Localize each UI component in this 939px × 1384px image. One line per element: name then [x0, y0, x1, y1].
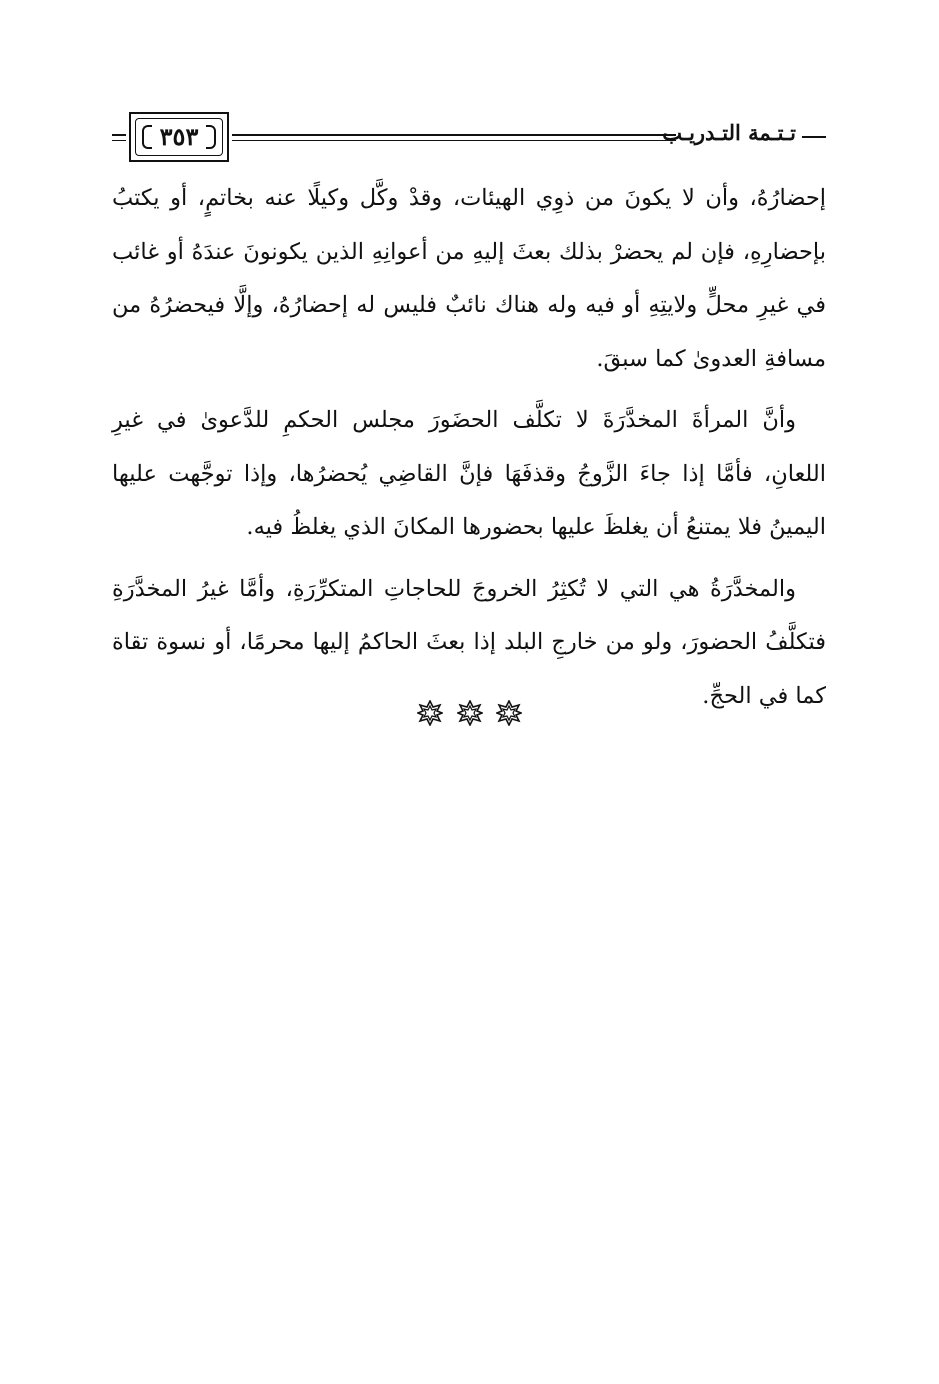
- paragraph-1: إحضارُهُ، وأن لا يكونَ من ذوِي الهيئات، وقدْ وكَّل وكيلًا عنه بخاتمٍ، أو يكتبُ بإحضارِهِ، فإن لم يحضرْ بذلك بعثَ إليهِ من أعوانِهِ الذين يكونونَ عندَهُ أو غائب في غيرِ محلٍّ ولايتِهِ أو فيه وله هناك نائبٌ فليس له إحضارُهُ، وإلَّا فيحضرُهُ من مسافةِ العدوىٰ كما سبقَ.: [112, 185, 826, 372]
- paragraph-3: والمخدَّرَةُ هي التي لا تُكثِرُ الخروجَ للحاجاتِ المتكرِّرَةِ، وأمَّا غيرُ المخدَّرَةِ فتكلَّفُ الحضورَ، ولو من خارجِ البلد إذا بعثَ الحاكمُ إليها محرمًا، أو نسوة تقاة كما في الحجِّ.: [112, 575, 826, 709]
- page-number-frame: [129, 112, 229, 162]
- header-rule-thin: [232, 140, 676, 141]
- star-ornament-icon: [417, 700, 443, 726]
- star-ornament-icon: [457, 700, 483, 726]
- body-text: [112, 172, 826, 723]
- star-ornament-icon: [496, 700, 522, 726]
- header-rule-left-thin: [112, 140, 126, 141]
- paragraph-2: وأنَّ المرأةَ المخدَّرَةَ لا تكلَّف الحضَورَ مجلس الحكمِ للدَّعوىٰ في غيرِ اللعانِ، فأمَّا إذا جاءَ الزَّوجُ وقذفَهَا فإنَّ القاضِي يُحضرُها، وإذا توجَّهت عليها اليمينُ فلا يمتنعُ أن يغلظَ عليها بحضورها المكانَ الذي يغلظُ فيه.: [112, 407, 826, 540]
- header-rule-left: [112, 134, 126, 136]
- header-rule-right: [802, 136, 826, 138]
- header-rule: [232, 134, 676, 136]
- page-header: [112, 112, 826, 164]
- running-title: تـتـمة التـدريـب: [662, 120, 796, 145]
- section-end-ornaments: [0, 700, 939, 726]
- page-number: ٣٥٣: [159, 122, 199, 151]
- page-number-frame-inner: [135, 118, 223, 156]
